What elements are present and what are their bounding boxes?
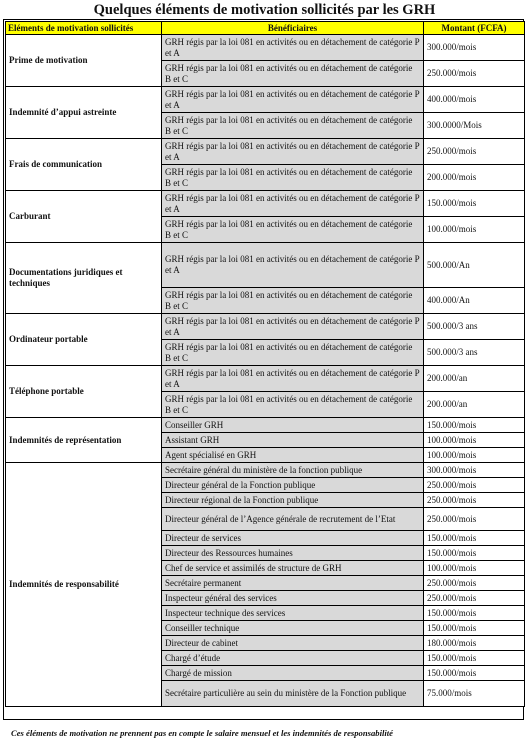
- beneficiary-cell: Directeur général de la Fonction publique: [162, 478, 424, 493]
- beneficiary-cell: GRH régis par la loi 081 en activités ou en détachement de catégorie P et A: [162, 87, 424, 113]
- table-header-row: [6, 22, 525, 35]
- beneficiary-cell: GRH régis par la loi 081 en activités ou en détachement de catégorie B et C: [162, 392, 424, 418]
- amount-cell: 180.000/mois: [424, 636, 525, 651]
- beneficiary-cell: Directeur régional de la Fonction publique: [162, 493, 424, 508]
- beneficiary-cell: Secrétaire particulière au sein du ministère de la Fonction publique: [162, 681, 424, 707]
- category-cell: Ordinateur portable: [6, 314, 162, 366]
- beneficiary-cell: GRH régis par la loi 081 en activités ou en détachement de catégorie B et C: [162, 113, 424, 139]
- amount-cell: 400.000/An: [424, 288, 525, 314]
- amount-cell: 150.000/mois: [424, 191, 525, 217]
- amount-cell: 500.000/3 ans: [424, 340, 525, 366]
- beneficiary-cell: GRH régis par la loi 081 en activités ou en détachement de catégorie B et C: [162, 61, 424, 87]
- table-row: [6, 87, 525, 113]
- amount-cell: 200.000/an: [424, 366, 525, 392]
- table-row: [6, 191, 525, 217]
- amount-cell: 250.000/mois: [424, 61, 525, 87]
- amount-cell: 150.000/mois: [424, 531, 525, 546]
- category-cell: Indemnités de représentation: [6, 418, 162, 463]
- amount-cell: 400.000/mois: [424, 87, 525, 113]
- page-title: Quelques éléments de motivation sollicités par les GRH: [93, 2, 436, 18]
- header-beneficiaires: Bénéficiaires: [162, 22, 424, 35]
- beneficiary-cell: GRH régis par la loi 081 en activités ou en détachement de catégorie B et C: [162, 340, 424, 366]
- amount-cell: 300.000/mois: [424, 35, 525, 61]
- table-row: [6, 243, 525, 288]
- beneficiary-cell: Chargé d’étude: [162, 651, 424, 666]
- beneficiary-cell: Conseiller technique: [162, 621, 424, 636]
- beneficiary-cell: Assistant GRH: [162, 433, 424, 448]
- amount-cell: 150.000/mois: [424, 606, 525, 621]
- amount-cell: 250.000/mois: [424, 478, 525, 493]
- category-cell: Carburant: [6, 191, 162, 243]
- amount-cell: 100.000/mois: [424, 433, 525, 448]
- beneficiary-cell: Secrétaire permanent: [162, 576, 424, 591]
- amount-cell: 250.000/mois: [424, 493, 525, 508]
- amount-cell: 150.000/mois: [424, 418, 525, 433]
- beneficiary-cell: Directeur des Ressources humaines: [162, 546, 424, 561]
- beneficiary-cell: Secrétaire général du ministère de la fonction publique: [162, 463, 424, 478]
- beneficiary-cell: GRH régis par la loi 081 en activités ou en détachement de catégorie P et A: [162, 139, 424, 165]
- category-cell: Téléphone portable: [6, 366, 162, 418]
- beneficiary-cell: Directeur de services: [162, 531, 424, 546]
- amount-cell: 100.000/mois: [424, 217, 525, 243]
- amount-cell: 250.000/mois: [424, 139, 525, 165]
- beneficiary-cell: Chargé de mission: [162, 666, 424, 681]
- beneficiary-cell: Conseiller GRH: [162, 418, 424, 433]
- beneficiary-cell: Directeur de cabinet: [162, 636, 424, 651]
- amount-cell: 250.000/mois: [424, 576, 525, 591]
- beneficiary-cell: GRH régis par la loi 081 en activités ou en détachement de catégorie P et A: [162, 35, 424, 61]
- header-montant: Montant (FCFA): [424, 22, 525, 35]
- footnote: Ces éléments de motivation ne prennent pas en compte le salaire mensuel et les indemnités de responsabilité: [11, 728, 393, 738]
- beneficiary-cell: GRH régis par la loi 081 en activités ou en détachement de catégorie P et A: [162, 314, 424, 340]
- beneficiary-cell: Chef de service et assimilés de structure de GRH: [162, 561, 424, 576]
- beneficiary-cell: GRH régis par la loi 081 en activités ou en détachement de catégorie P et A: [162, 366, 424, 392]
- amount-cell: 100.000/mois: [424, 448, 525, 463]
- beneficiary-cell: GRH régis par la loi 081 en activités ou en détachement de catégorie B et C: [162, 165, 424, 191]
- amount-cell: 500.000/3 ans: [424, 314, 525, 340]
- header-elements: Eléments de motivation sollicités: [6, 22, 162, 35]
- beneficiary-cell: GRH régis par la loi 081 en activités ou en détachement de catégorie P et A: [162, 243, 424, 288]
- beneficiary-cell: GRH régis par la loi 081 en activités ou en détachement de catégorie B et C: [162, 288, 424, 314]
- amount-cell: 150.000/mois: [424, 546, 525, 561]
- table-row: [6, 366, 525, 392]
- category-cell: Documentations juridiques et techniques: [6, 243, 162, 314]
- beneficiary-cell: Inspecteur technique des services: [162, 606, 424, 621]
- beneficiary-cell: Agent spécialisé en GRH: [162, 448, 424, 463]
- beneficiary-cell: Inspecteur général des services: [162, 591, 424, 606]
- amount-cell: 200.000/an: [424, 392, 525, 418]
- motivation-table: [5, 21, 525, 707]
- amount-cell: 150.000/mois: [424, 666, 525, 681]
- category-cell: Indemnités de responsabilité: [6, 463, 162, 707]
- amount-cell: 300.000/mois: [424, 463, 525, 478]
- table-row: [6, 314, 525, 340]
- amount-cell: 150.000/mois: [424, 651, 525, 666]
- category-cell: Frais de communication: [6, 139, 162, 191]
- amount-cell: 100.000/mois: [424, 561, 525, 576]
- table-row: [6, 463, 525, 478]
- beneficiary-cell: Directeur général de l’Agence générale de recrutement de l’Etat: [162, 508, 424, 531]
- table-row: [6, 418, 525, 433]
- table-body: [6, 35, 525, 707]
- category-cell: Indemnité d’appui astreinte: [6, 87, 162, 139]
- amount-cell: 250.000/mois: [424, 508, 525, 531]
- amount-cell: 250.000/mois: [424, 591, 525, 606]
- category-cell: Prime de motivation: [6, 35, 162, 87]
- amount-cell: 300.0000/Mois: [424, 113, 525, 139]
- beneficiary-cell: GRH régis par la loi 081 en activités ou en détachement de catégorie P et A: [162, 191, 424, 217]
- amount-cell: 500.000/An: [424, 243, 525, 288]
- amount-cell: 150.000/mois: [424, 621, 525, 636]
- amount-cell: 200.000/mois: [424, 165, 525, 191]
- table-row: [6, 35, 525, 61]
- amount-cell: 75.000/mois: [424, 681, 525, 707]
- table-row: [6, 139, 525, 165]
- beneficiary-cell: GRH régis par la loi 081 en activités ou en détachement de catégorie B et C: [162, 217, 424, 243]
